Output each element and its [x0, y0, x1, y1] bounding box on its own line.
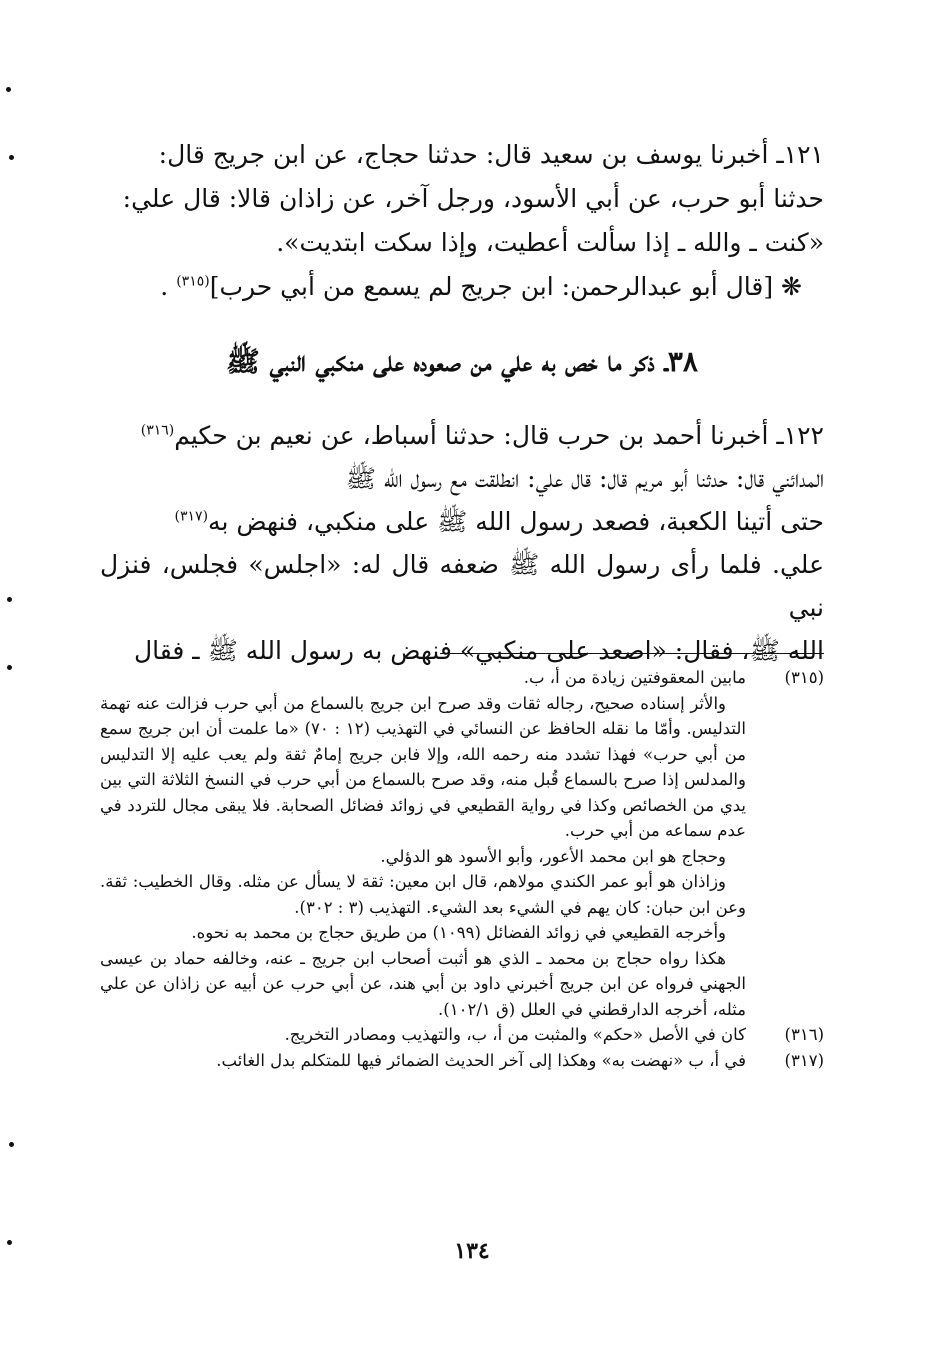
scan-speck — [9, 155, 14, 160]
footnote-317 — [100, 1048, 824, 1074]
footnote-paragraph: والأثر إسناده صحيح، رجاله ثقات وقد صرح ابن جريج بالسماع من أبي حرب فزالت عنه تهمة التدليس. وأمّا ما نقله الحافظ عن النسائي في التهذيب (١٢ : ٧٠) «ما علمت أن ابن جريج سمع من أبي حرب» فهذا تشدد منه رحمه الله، وإلا فابن جريج إمامٌ ثقة ولم يعب عليه إلا التدليس والمدلس إذا صرح بالسماع قُبل منه، وقد صرح بالسماع من أبي حرب في النسخ الثلاثة التي بين يدي من الخصائص وكذا في رواية القطيعي في زوائد فضائل الصحابة. فلا يبقى مجال للتردد في عدم سماعه من أبي حرب. — [100, 693, 746, 840]
scan-speck — [9, 1142, 14, 1147]
hadith-121-line-1: ١٢١ـ أخبرنا يوسف بن سعيد قال: حدثنا حجاج، عن ابن جريج قال: — [158, 140, 824, 169]
footnote-number: (٣١٦) — [784, 1025, 824, 1044]
scan-speck — [6, 87, 11, 92]
footnote-ref-316[interactable]: (٣١٦) — [140, 422, 175, 439]
page-number: ١٣٤ — [454, 1238, 490, 1264]
author-comment — [100, 265, 824, 309]
hadith-122-line-5: الله ﷺ، فقال: «اصعد على منكبي» فنهض به رسول الله ﷺ ـ فقال — [133, 636, 824, 665]
footnote-paragraph: هكذا رواه حجاج بن محمد ـ الذي هو أثبت أصحاب ابن جريج ـ عنه، وخالفه حماد بن عيسى الجهني فرواه عن ابن جريج أخبرني داود بن أبي هند، عن أبي حرب عن أبيه عن زاذان عن علي مثله، أخرجه الدارقطني في العلل (ق ١٠٢/١). — [100, 948, 746, 1019]
footnote-paragraph: وزاذان هو أبو عمر الكندي مولاهم، قال ابن معين: ثقة لا يسأل عن مثله. وقال الخطيب: ثقة. وعن ابن حبان: كان يهم في الشيء بعد الشيء. التهذيب (٣ : ٣٠٢). — [100, 872, 746, 917]
footnote-text: مابين المعقوفتين زيادة من أ، ب. — [523, 668, 746, 687]
hadith-122-line-4: علي. فلما رأى رسول الله ﷺ ضعفه قال له: «اجلس» فجلس، فنزل نبي — [100, 550, 824, 622]
footnotes — [100, 665, 824, 1073]
hadith-122 — [100, 414, 824, 672]
hadith-121-line-3: «كنت ـ والله ـ إذا سألت أعطيت، وإذا سكت ابتديت». — [276, 228, 824, 257]
footnote-ref-317[interactable]: (٣١٧) — [174, 508, 209, 525]
footnote-316 — [100, 1022, 824, 1048]
scan-speck — [7, 597, 12, 602]
chapter-heading: ٣٨ـ ذكر ما خص به علي من صعوده على منكبي النبي ﷺ — [226, 345, 698, 378]
footnote-paragraph: وحجاج هو ابن محمد الأعور، وأبو الأسود هو الدؤلي. — [380, 846, 726, 866]
hadith-122-line-3 — [100, 500, 824, 543]
footnote-text: كان في الأصل «حكم» والمثبت من أ، ب، والتهذيب ومصادر التخريج. — [284, 1025, 746, 1044]
footnote-315 — [100, 665, 824, 691]
hadith-122-line-3-text: حتى أتينا الكعبة، فصعد رسول الله ﷺ على منكبي، فنهض به — [208, 507, 824, 536]
footnote-text: في أ، ب «نهضت به» وهكذا إلى آخر الحديث الضمائر فيها للمتكلم بدل الغائب. — [216, 1050, 746, 1070]
star-icon: ❋ — [781, 272, 802, 301]
hadith-122-line-2: المدائني قال: حدثنا أبو مريم قال: قال علي: انطلقت مع رسول الله ﷺ — [345, 464, 824, 493]
hadith-121 — [100, 133, 824, 309]
footnote-number: (٣١٧) — [784, 1050, 824, 1070]
footnote-number: (٣١٥) — [784, 668, 824, 687]
author-comment-text: [قال أبو عبدالرحمن: ابن جريج لم يسمع من أبي حرب] — [209, 272, 774, 301]
footnote-paragraph: وأخرجه القطيعي في زوائد الفضائل (١٠٩٩) من طريق حجاج بن محمد به نحوه. — [191, 923, 726, 942]
footnote-divider — [440, 653, 824, 654]
hadith-121-line-2: حدثنا أبو حرب، عن أبي الأسود، ورجل آخر، عن زاذان قالا: قال علي: — [122, 184, 824, 213]
hadith-122-line-1 — [100, 414, 824, 457]
footnote-ref-315[interactable]: (٣١٥) — [176, 273, 210, 290]
scan-speck — [7, 665, 12, 670]
author-comment-end: . — [160, 272, 169, 301]
hadith-122-line-1-text: ١٢٢ـ أخبرنا أحمد بن حرب قال: حدثنا أسباط، عن نعيم بن حكيم — [174, 421, 824, 450]
